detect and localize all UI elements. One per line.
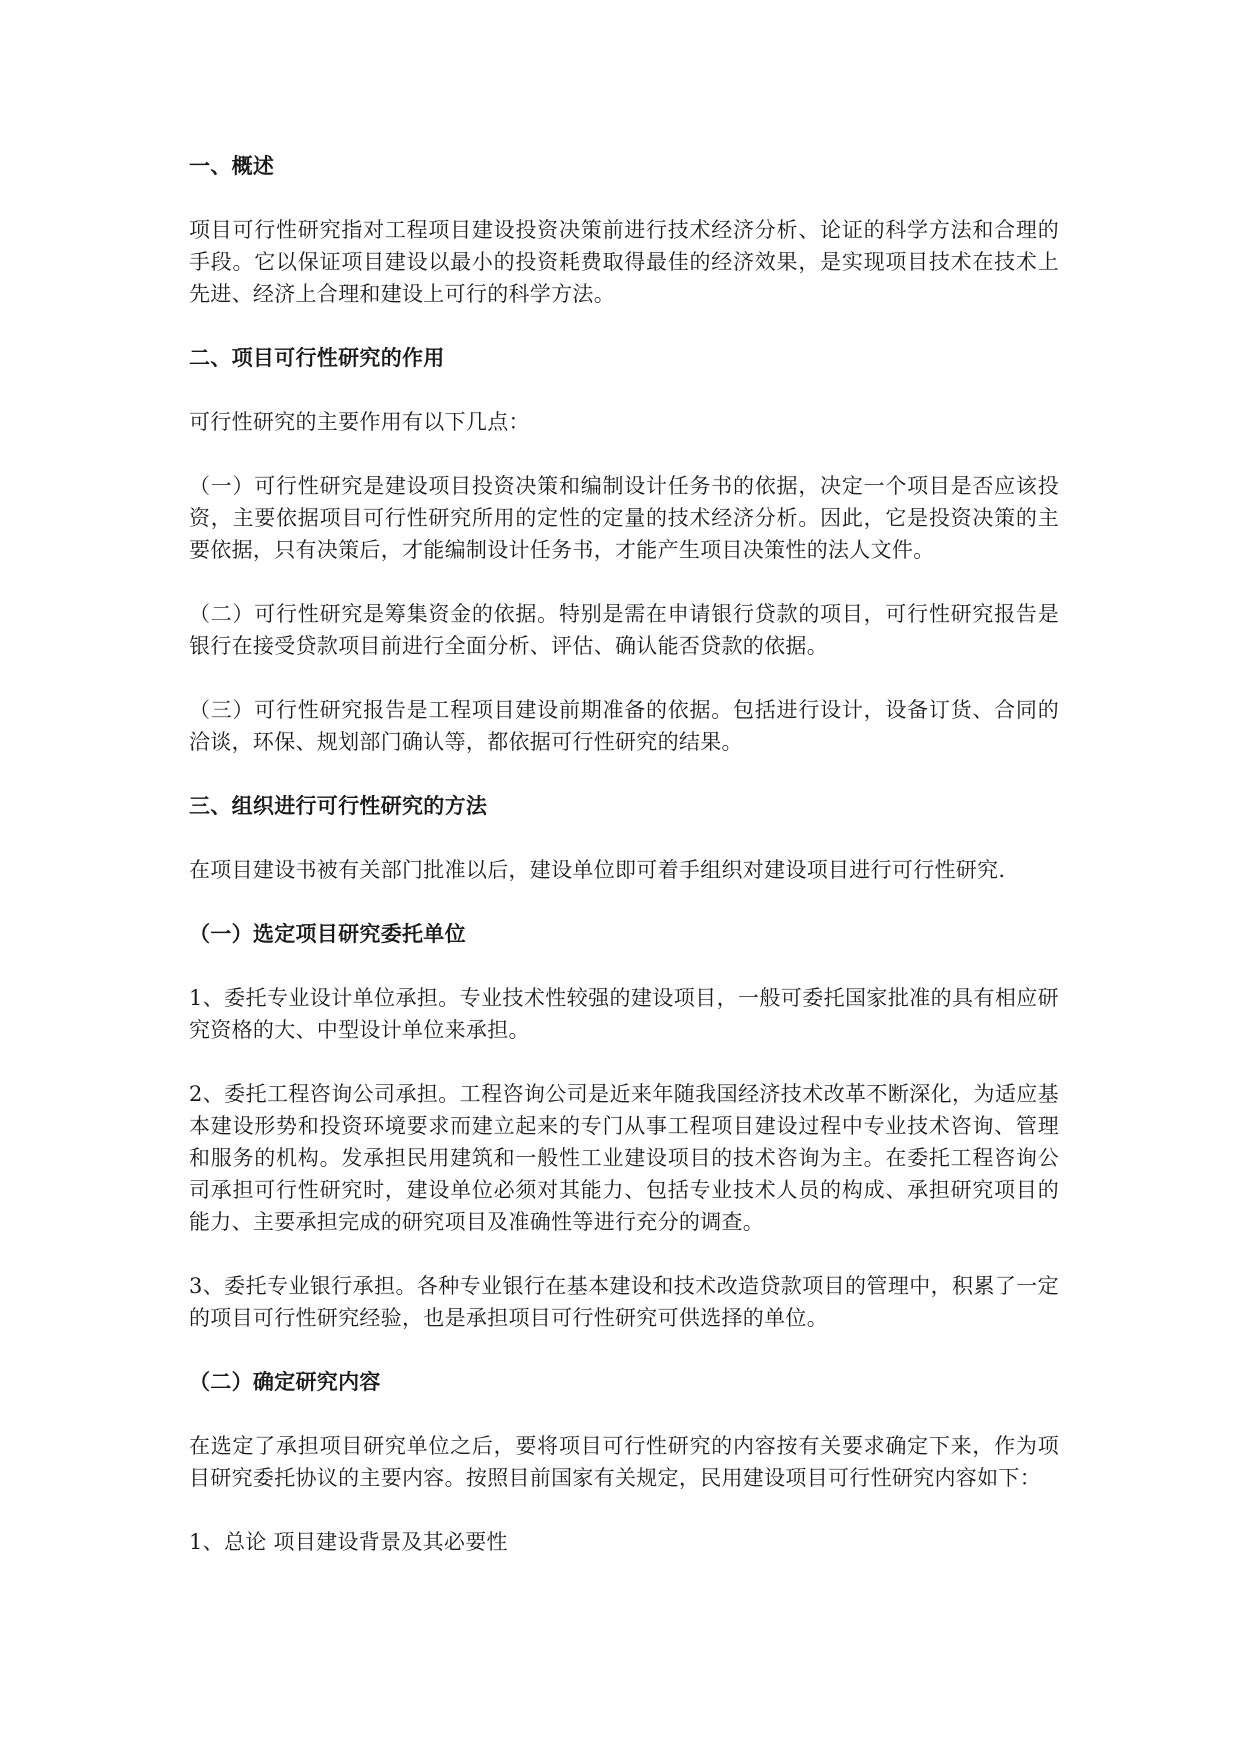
section-heading-method: 三、组织进行可行性研究的方法 — [189, 793, 488, 818]
document-body — [189, 150, 1059, 1558]
paragraph-unit-3: 3、委托专业银行承担。各种专业银行在基本建设和技术改造贷款项目的管理中，积累了一定的项目可行性研究经验，也是承担项目可行性研究可供选择的单位。 — [189, 1274, 1059, 1330]
paragraph-role-intro: 可行性研究的主要作用有以下几点： — [189, 410, 530, 434]
paragraph-unit-1: 1、委托专业设计单位承担。专业技术性较强的建设项目，一般可委托国家批准的具有相应研究资格的大、中型设计单位来承担。 — [189, 986, 1059, 1042]
section-heading-role: 二、项目可行性研究的作用 — [189, 345, 445, 370]
paragraph-role-3: （三）可行性研究报告是工程项目建设前期准备的依据。包括进行设计，设备订货、合同的洽谈，环保、规划部门确认等，都依据可行性研究的结果。 — [189, 698, 1059, 754]
section-heading-overview: 一、概述 — [189, 153, 275, 178]
paragraph-method-intro: 在项目建设书被有关部门批准以后，建设单位即可着手组织对建设项目进行可行性研究. — [189, 858, 1006, 882]
paragraph-content-intro: 在选定了承担项目研究单位之后，要将项目可行性研究的内容按有关要求确定下来，作为项目研究委托协议的主要内容。按照目前国家有关规定，民用建设项目可行性研究内容如下： — [189, 1434, 1059, 1490]
paragraph-content-1: 1、总论 项目建设背景及其必要性 — [189, 1530, 508, 1554]
paragraph-role-2: （二）可行性研究是筹集资金的依据。特别是需在申请银行贷款的项目，可行性研究报告是银行在接受贷款项目前进行全面分析、评估、确认能否贷款的依据。 — [189, 602, 1059, 658]
paragraph-role-1: （一）可行性研究是建设项目投资决策和编制设计任务书的依据，决定一个项目是否应该投资，主要依据项目可行性研究所用的定性的定量的技术经济分析。因此，它是投资决策的主要依据，只有决策后，才能编制设计任务书，才能产生项目决策性的法人文件。 — [189, 474, 1059, 562]
subsection-heading-select-unit: （一）选定项目研究委托单位 — [189, 921, 466, 946]
paragraph-unit-2: 2、委托工程咨询公司承担。工程咨询公司是近来年随我国经济技术改革不断深化，为适应基本建设形势和投资环境要求而建立起来的专门从事工程项目建设过程中专业技术咨询、管理和服务的机构。发承担民用建筑和一般性工业建设项目的技术咨询为主。在委托工程咨询公司承担可行性研究时，建设单位必须对其能力、包括专业技术人员的构成、承担研究项目的能力、主要承担完成的研究项目及准确性等进行充分的调查。 — [189, 1082, 1059, 1234]
subsection-heading-content: （二）确定研究内容 — [189, 1369, 381, 1394]
paragraph-definition: 项目可行性研究指对工程项目建设投资决策前进行技术经济分析、论证的科学方法和合理的手段。它以保证项目建设以最小的投资耗费取得最佳的经济效果，是实现项目技术在技术上先进、经济上合理和建设上可行的科学方法。 — [189, 218, 1059, 306]
